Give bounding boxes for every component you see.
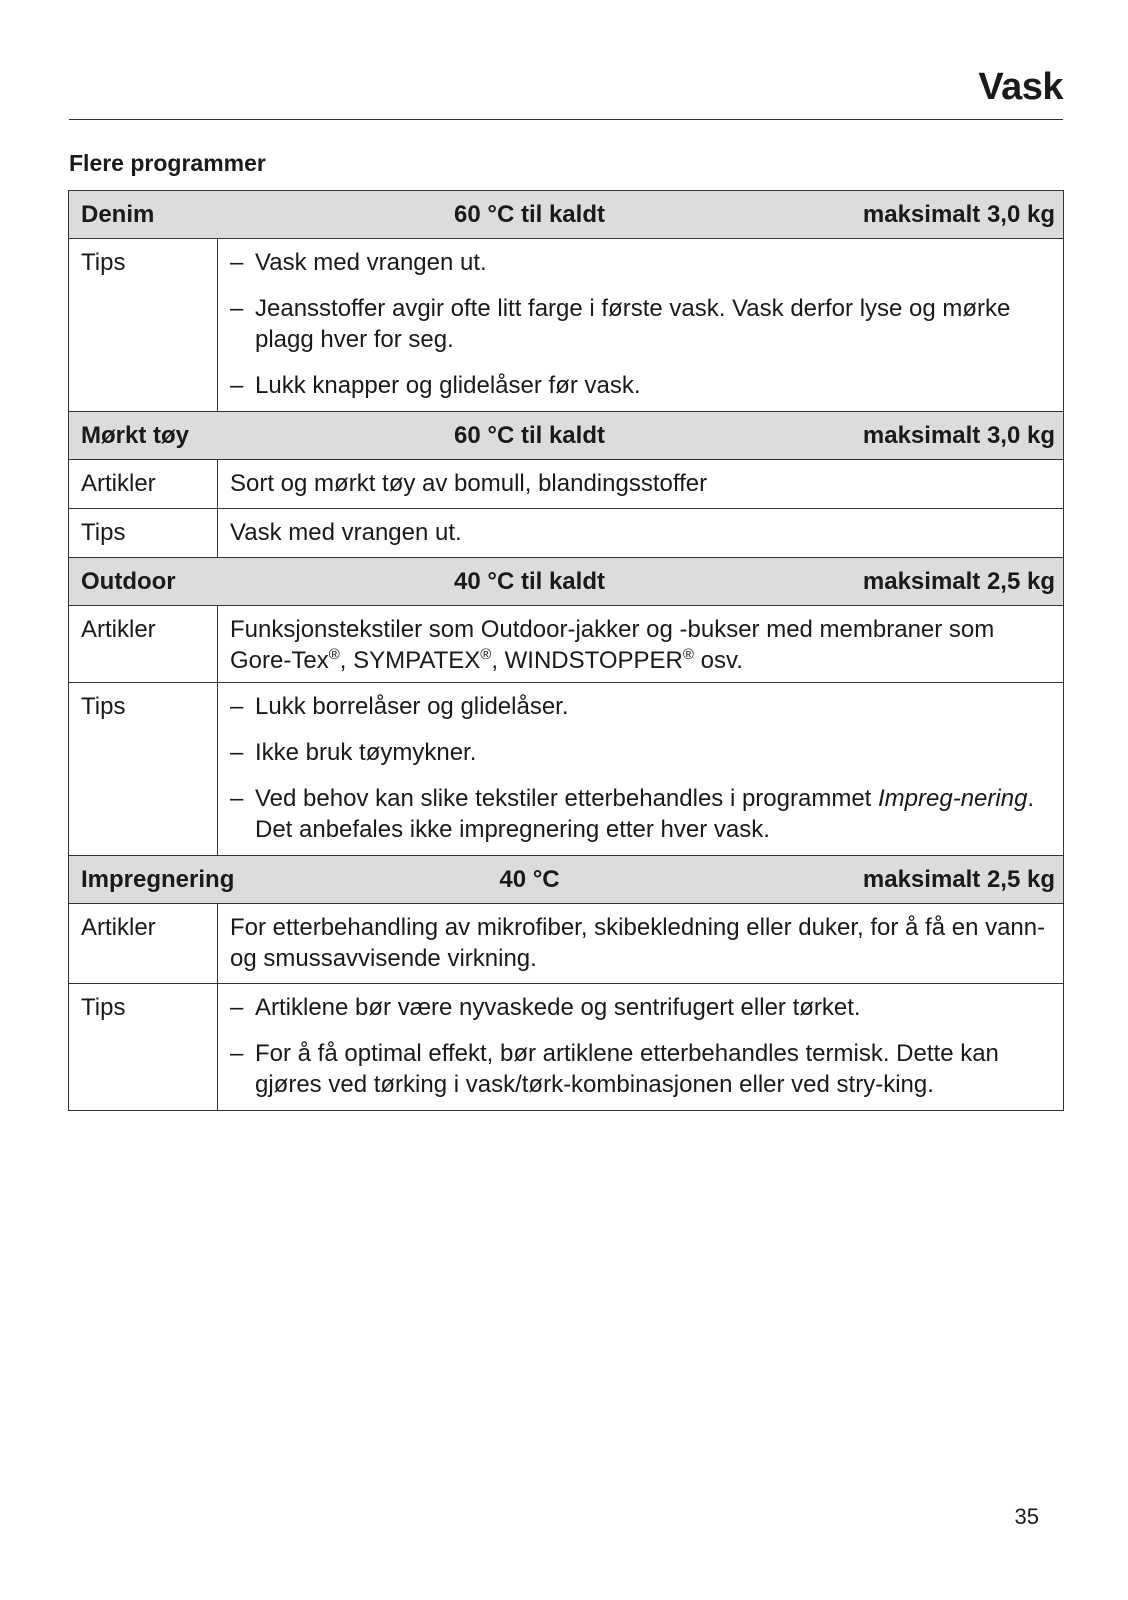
table-row — [69, 509, 1063, 558]
registered-mark: ® — [682, 646, 694, 663]
row-content: For etterbehandling av mikrofiber, skibekledning eller duker, for å få en vann- og smussavvisende virkning. — [230, 914, 1046, 972]
list-item: – Lukk knapper og glidelåser før vask. — [230, 370, 1053, 401]
list-item: – Vask med vrangen ut. — [230, 247, 1053, 278]
page-number: 35 — [1014, 1504, 1039, 1529]
tips-list — [230, 247, 1053, 401]
row-label: Tips — [69, 509, 218, 557]
articles-text: Funksjonstekstiler som Outdoor-jakker og -bukser med membraner som Gore-Tex — [230, 616, 995, 674]
table-row — [69, 683, 1063, 856]
articles-text: , SYMPATEX — [339, 647, 481, 674]
program-name: Impregnering — [81, 865, 235, 893]
row-label: Artikler — [69, 606, 218, 682]
row-label: Tips — [69, 683, 218, 855]
program-name: Outdoor — [81, 567, 176, 595]
tips-list — [230, 992, 1053, 1100]
page-title: Vask — [978, 66, 1063, 108]
row-content — [218, 606, 1063, 682]
program-load: maksimalt 3,0 kg — [862, 422, 1055, 449]
section-title: Flere programmer — [69, 150, 266, 176]
list-item: – Artiklene bør være nyvaskede og sentrifugert eller tørket. — [230, 992, 1053, 1023]
program-temperature: 40 °C til kaldt — [454, 568, 605, 595]
row-label: Artikler — [69, 460, 218, 508]
program-name: Mørkt tøy — [81, 421, 189, 449]
list-item: – Lukk borrelåser og glidelåser. — [230, 691, 1053, 722]
program-load: maksimalt 2,5 kg — [862, 568, 1055, 595]
list-item: – Ikke bruk tøymykner. — [230, 737, 1053, 768]
row-content — [218, 239, 1063, 411]
articles-text: osv. — [693, 647, 743, 674]
program-temperature: 60 °C til kaldt — [454, 422, 605, 449]
table-row — [69, 904, 1063, 984]
list-item: – For å få optimal effekt, bør artiklene etterbehandles termisk. Dette kan gjøres ved tørking i vask/tørk-kombinasjonen eller ved stry-king. — [230, 1038, 1053, 1100]
table-row — [69, 460, 1063, 509]
row-content: Vask med vrangen ut. — [230, 519, 462, 546]
tip-text: . Det anbefales ikke impregnering etter hver vask. — [255, 785, 1035, 843]
row-label: Tips — [69, 239, 218, 411]
row-label: Tips — [69, 984, 218, 1110]
program-load: maksimalt 2,5 kg — [862, 866, 1055, 893]
page-header — [69, 62, 1063, 120]
program-load: maksimalt 3,0 kg — [862, 201, 1055, 228]
table-row — [69, 239, 1063, 412]
registered-mark: ® — [480, 646, 492, 663]
program-header-impregnering — [69, 856, 1063, 904]
program-reference: Impreg-nering — [878, 785, 1028, 812]
tips-list — [230, 691, 1053, 845]
program-header-morkt-toy — [69, 412, 1063, 460]
row-label: Artikler — [69, 904, 218, 983]
program-temperature: 40 °C — [499, 866, 560, 893]
table-row — [69, 606, 1063, 683]
tip-text: Ved behov kan slike tekstiler etterbehandles i programmet — [255, 785, 879, 812]
program-header-outdoor — [69, 558, 1063, 606]
list-item — [230, 783, 1053, 845]
program-name: Denim — [81, 200, 155, 228]
programs-table — [68, 190, 1064, 1111]
list-item: – Jeansstoffer avgir ofte litt farge i første vask. Vask derfor lyse og mørke plagg hver for seg. — [230, 293, 1053, 355]
articles-text: , WINDSTOPPER — [491, 647, 683, 674]
registered-mark: ® — [328, 646, 340, 663]
program-temperature: 60 °C til kaldt — [454, 201, 605, 228]
row-content: Sort og mørkt tøy av bomull, blandingsstoffer — [230, 470, 708, 497]
program-header-denim — [69, 191, 1063, 239]
row-content — [218, 683, 1063, 855]
table-row — [69, 984, 1063, 1111]
row-content — [218, 984, 1063, 1110]
